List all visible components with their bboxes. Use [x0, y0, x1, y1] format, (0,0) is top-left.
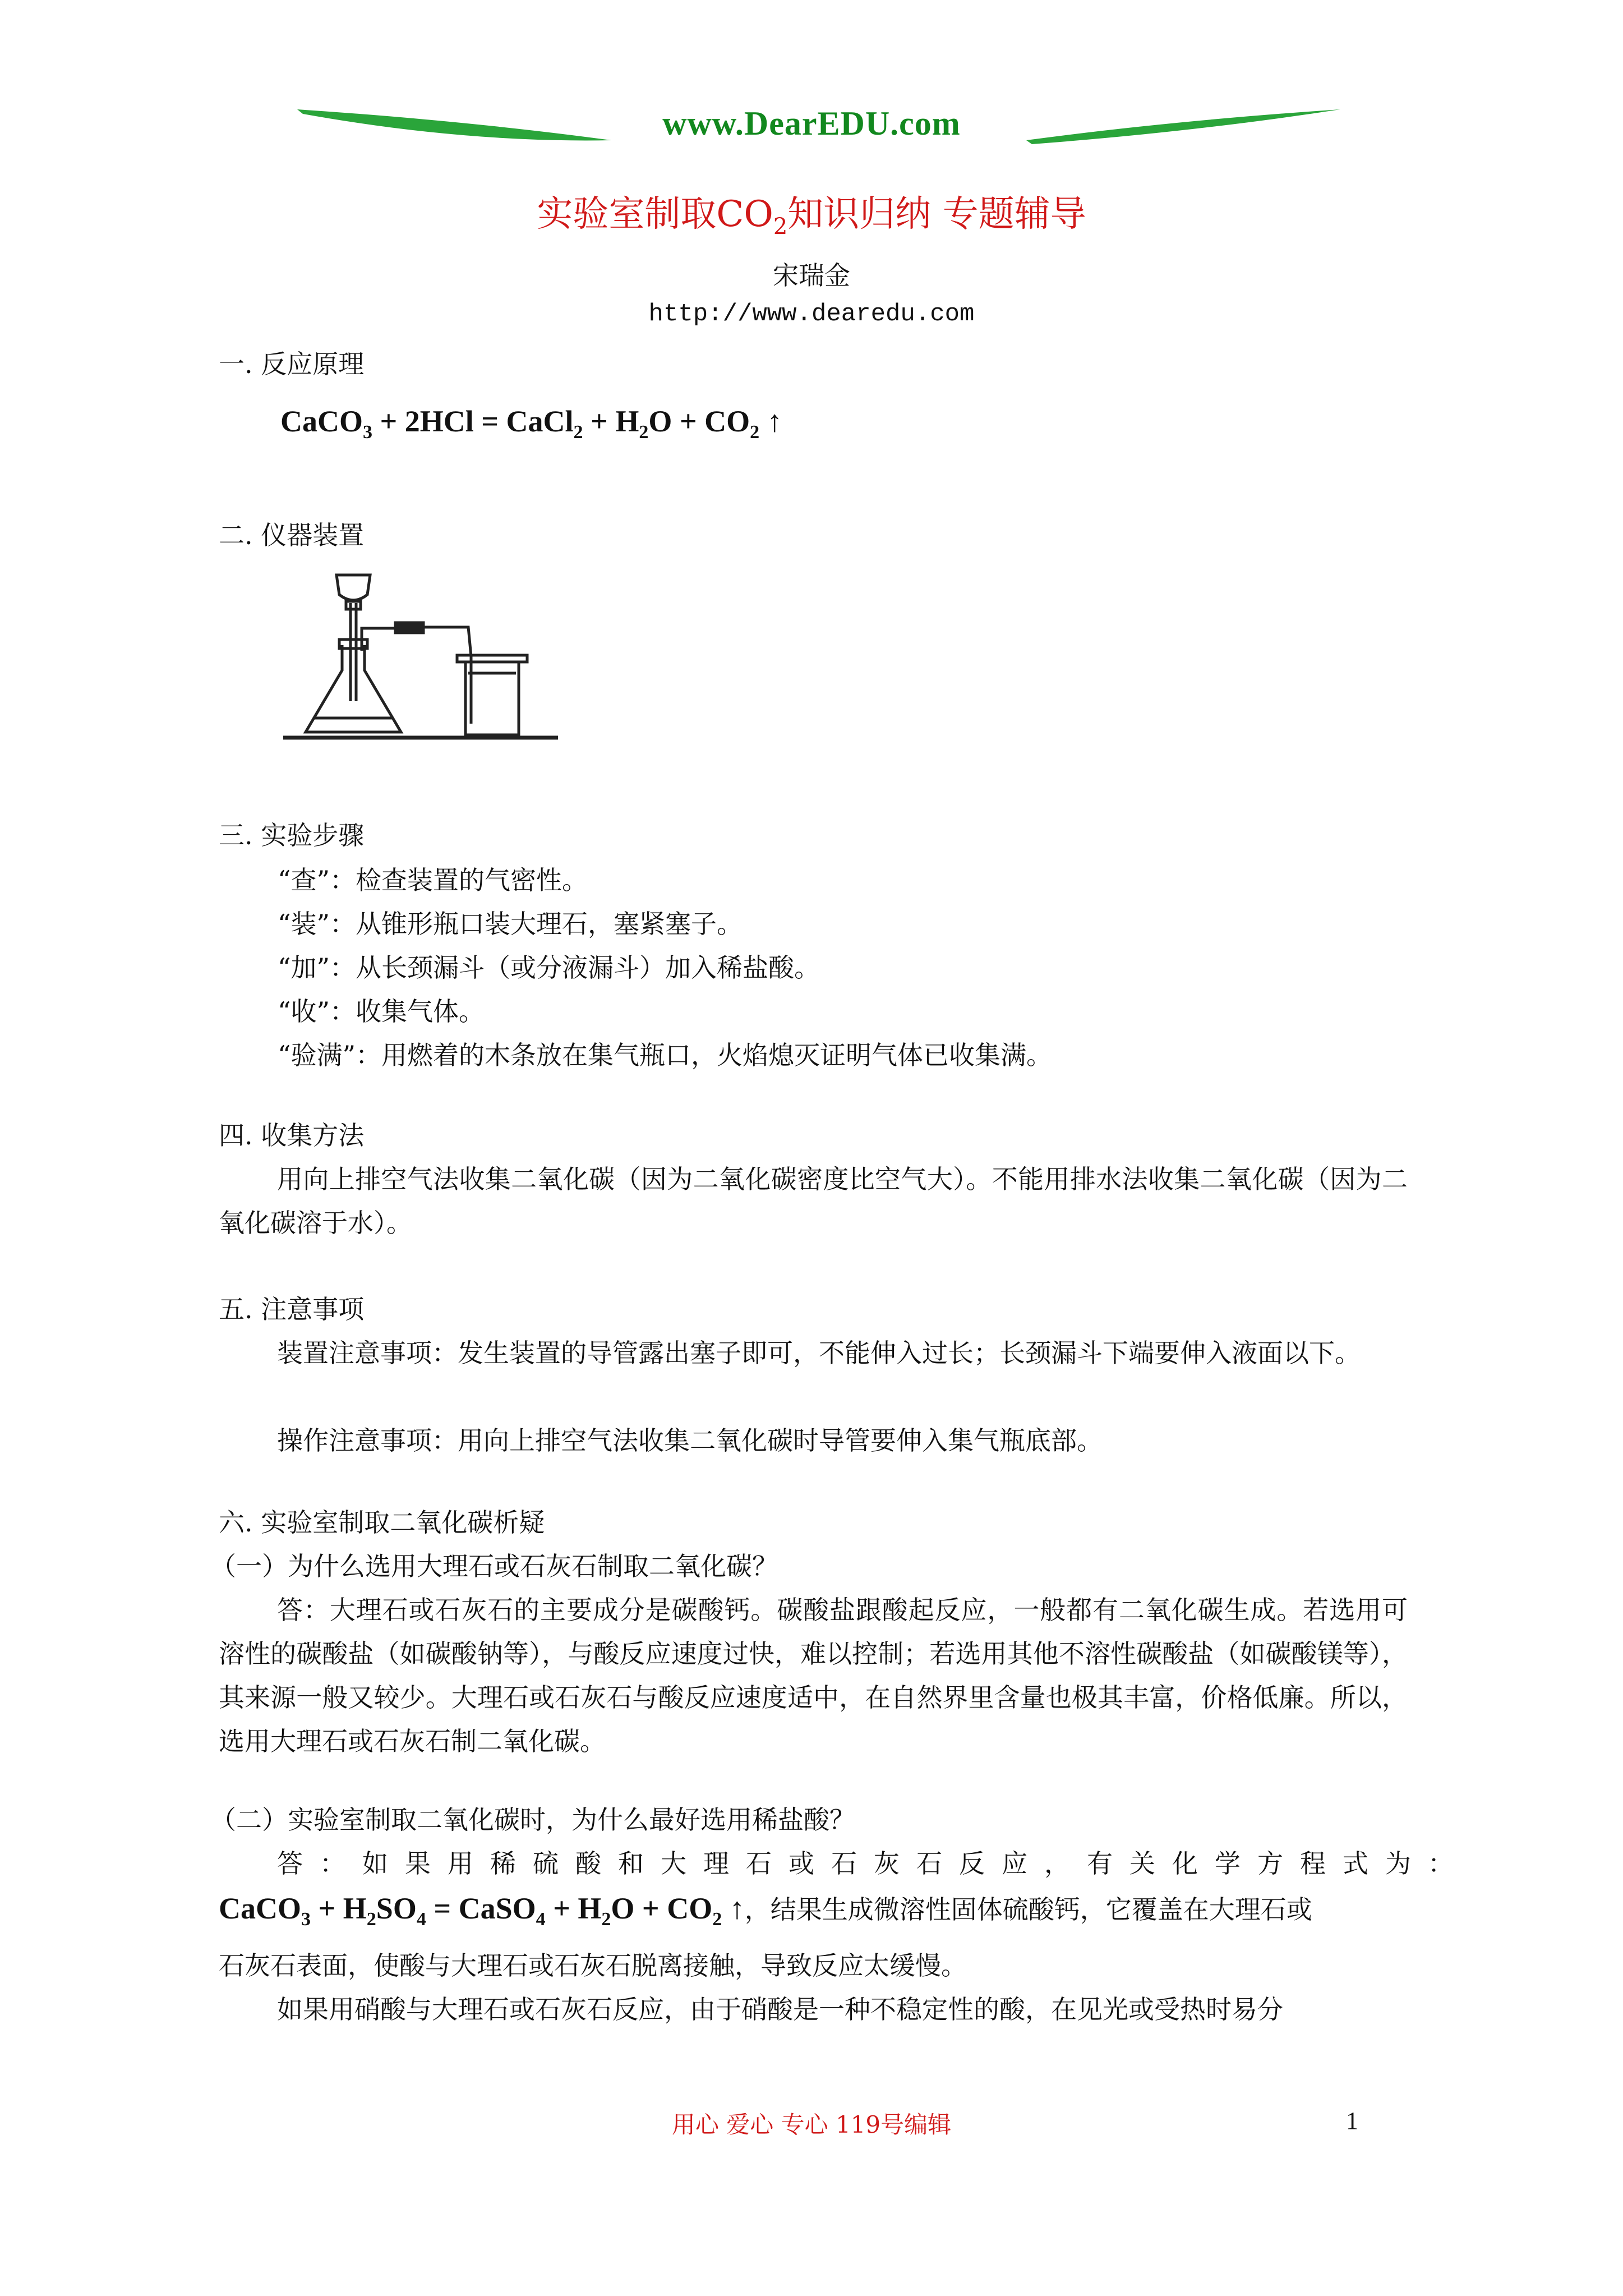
section-heading-3: 三. 实验步骤 [219, 820, 365, 850]
collection-method-paragraph: 用向上排空气法收集二氧化碳（因为二氧化碳密度比空气大）。不能用排水法收集二氧化碳（因为二氧化碳溶于水）。 [219, 1164, 1408, 1238]
section-heading-4: 四. 收集方法 [219, 1120, 365, 1151]
step-check: “查”：检查装置的气密性。 [278, 865, 588, 895]
device-notes-paragraph: 装置注意事项：发生装置的导管露出塞子即可，不能伸入过长；长颈漏斗下端要伸入液面以下。 [277, 1338, 1361, 1368]
answer-2-continuation: 石灰石表面，使酸与大理石或石灰石脱离接触，导致反应太缓慢。 [219, 1950, 967, 1981]
page-title: 实验室制取$CO_2$知识归纳 专题辅导 [537, 194, 1086, 240]
author: 宋瑞金 [773, 260, 850, 291]
apparatus-diagram [283, 567, 575, 746]
section-heading-2: 二. 仪器装置 [219, 520, 365, 550]
question-2: （二）实验室制取二氧化碳时，为什么最好选用稀盐酸？ [210, 1805, 855, 1835]
section-heading-5: 五. 注意事项 [219, 1294, 365, 1324]
page-number: 1 [1346, 2107, 1358, 2134]
separatory-funnel-icon [336, 575, 370, 600]
question-1: （一）为什么选用大理石或石灰石制取二氧化碳？ [210, 1551, 778, 1581]
footer-note: 用心 爱心 专心 119号编辑 [671, 2111, 952, 2138]
section-heading-1: 一. 反应原理 [219, 349, 365, 379]
step-load: “装”：从锥形瓶口装大理石，塞紧塞子。 [278, 909, 743, 939]
reaction-equation-2: CaCO$_3$ + $H_2SO_4$ = CaSO$_4$ + $H_2O + CO_2$ ↑ [219, 1892, 745, 1930]
site-brand: www.DearEDU.com [662, 105, 961, 142]
reaction-equation-1: CaCO$_3$ + 2HCl = CaCl$_2$ + $H_2O + CO_2$ ↑ [280, 404, 782, 443]
source-url: http://www.dearedu.com [648, 300, 975, 328]
answer-2-lead: 答：如果用稀硫酸和大理石或石灰石反应，有关化学方程式为： [277, 1848, 1470, 1879]
step-verify: “验满”：用燃着的木条放在集气瓶口，火焰熄灭证明气体已收集满。 [278, 1040, 1053, 1070]
section-heading-6: 六. 实验室制取二氧化碳析疑 [219, 1507, 545, 1538]
step-collect: “收”：收集气体。 [278, 996, 485, 1027]
answer-1-paragraph: 答：大理石或石灰石的主要成分是碳酸钙。碳酸盐跟酸起反应，一般都有二氧化碳生成。若选用可溶性的碳酸盐（如碳酸钠等），与酸反应速度过快，难以控制；若选用其他不溶性碳酸盐（如碳酸镁等），其来源一般又较少。大理石或石灰石与酸反应速度适中，在自然界里含量也极其丰富，价格低廉。所以，选用大理石或石灰石制二氧化碳。 [219, 1595, 1408, 1756]
answer-2-equation-line: CaCO$_3$ + $H_2SO_4$ = CaSO$_4$ + $H_2O + CO_2$ ↑，结果生成微溶性固体硫酸钙，它覆盖在大理石或 [219, 1892, 1312, 1930]
operation-notes-paragraph: 操作注意事项：用向上排空气法收集二氧化碳时导管要伸入集气瓶底部。 [277, 1425, 1103, 1456]
step-add: “加”：从长颈漏斗（或分液漏斗）加入稀盐酸。 [278, 953, 820, 983]
answer-3-paragraph: 如果用硝酸与大理石或石灰石反应，由于硝酸是一种不稳定性的酸，在见光或受热时易分 [277, 1994, 1283, 2024]
